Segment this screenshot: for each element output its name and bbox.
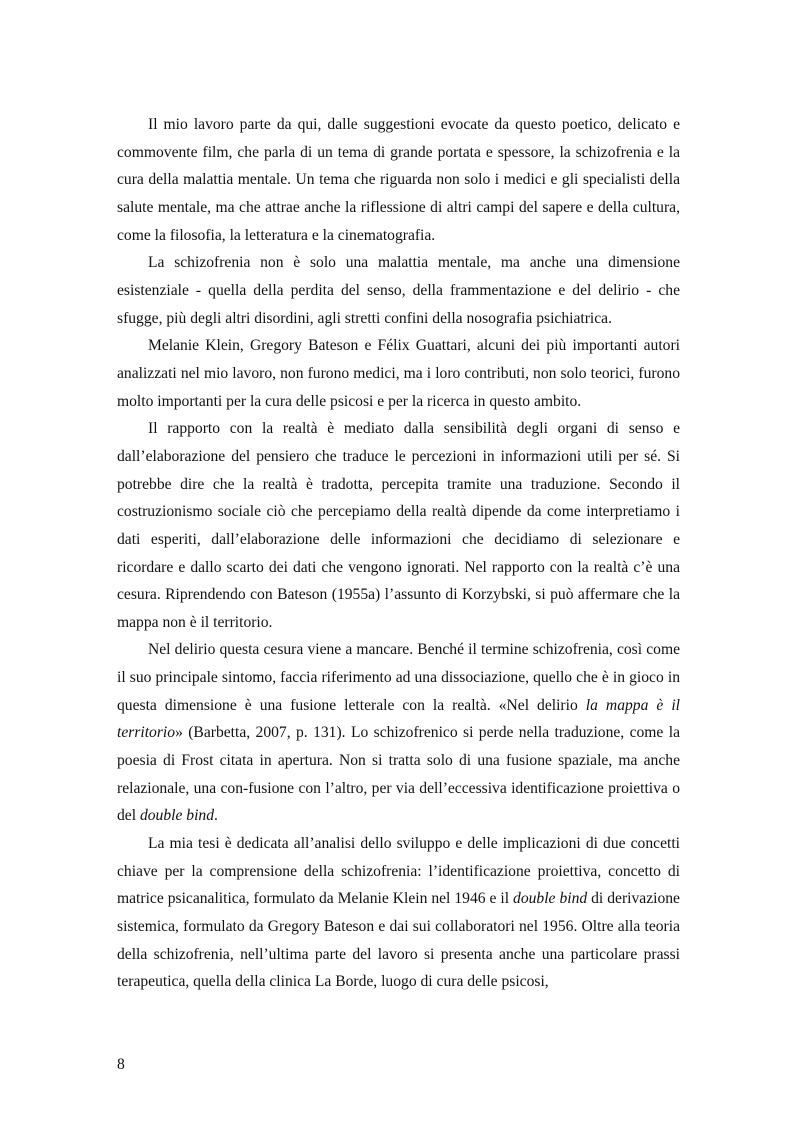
body-text (117, 111, 680, 996)
text-segment: La mia tesi è dedicata all’analisi dello sviluppo e delle implicazioni di due concetti chiave per la comprensione della schizofrenia: l’identificazione proiettiva, concetto di matrice psicanalitica, formulato da Melanie Klein nel 1946 e il (117, 835, 680, 908)
paragraph (117, 332, 680, 415)
text-segment: di derivazione sistemica, formulato da Gregory Bateson e dai sui collaboratori nel 1956. Oltre alla teoria della schizofrenia, nell’ultima parte del lavoro si presenta anche una particolare prassi terapeutica, quella della clinica La Borde, luogo di cura delle psicosi, (117, 890, 680, 991)
paragraph (117, 111, 680, 249)
text-segment: Il rapporto con la realtà è mediato dalla sensibilità degli organi di senso e dall’elaborazione del pensiero che traduce le percezioni in informazioni utili per sé. Si potrebbe dire che la realtà è tradotta, percepita tramite una traduzione. Secondo il costruzionismo sociale ciò che percepiamo della realtà dipende da come interpretiamo i dati esperiti, dall’elaborazione delle informazioni che decidiamo di selezionare e ricordare e dallo scarto dei dati che vengono ignorati. Nel rapporto con la realtà c’è una cesura. Riprendendo con Bateson (1955a) l’assunto di Korzybski, si può affermare che la mappa non è il territorio. (117, 420, 680, 631)
text-segment: » (Barbetta, 2007, p. 131). Lo schizofrenico si perde nella traduzione, come la poesia di Frost citata in apertura. Non si tratta solo di una fusione spaziale, ma anche relazionale, una con-fusione con l’altro, per via dell’eccessiva identificazione proiettiva o del (117, 724, 680, 825)
paragraph (117, 636, 680, 830)
text-segment: Nel delirio questa cesura viene a mancare. Benché il termine schizofrenia, così come il suo principale sintomo, faccia riferimento ad una dissociazione, quello che è in gioco in questa dimensione è una fusione letterale con la realtà. «Nel delirio (117, 641, 680, 714)
italic-segment: la mappa è il territorio (117, 696, 680, 742)
italic-segment: double bind (139, 807, 215, 825)
paragraph (117, 249, 680, 332)
text-segment: Melanie Klein, Gregory Bateson e Félix Guattari, alcuni dei più importanti autori analizzati nel mio lavoro, non furono medici, ma i loro contributi, non solo teorici, furono molto importanti per la cura delle psicosi e per la ricerca in questo ambito. (117, 337, 680, 410)
paragraph (117, 830, 680, 996)
page-number: 8 (117, 1056, 125, 1073)
text-segment: La schizofrenia non è solo una malattia mentale, ma anche una dimensione esistenziale - quella della perdita del senso, della frammentazione e del delirio - che sfugge, più degli altri disordini, agli stretti confini della nosografia psichiatrica. (117, 254, 680, 327)
italic-segment: double bind (513, 890, 588, 908)
text-segment: Il mio lavoro parte da qui, dalle suggestioni evocate da questo poetico, delicato e commovente film, che parla di un tema di grande portata e spessore, la schizofrenia e la cura della malattia mentale. Un tema che riguarda non solo i medici e gli specialisti della salute mentale, ma che attrae anche la riflessione di altri campi del sapere e della cultura, come la filosofia, la letteratura e la cinematografia. (117, 116, 680, 244)
text-segment: . (214, 807, 218, 825)
paragraph (117, 415, 680, 636)
